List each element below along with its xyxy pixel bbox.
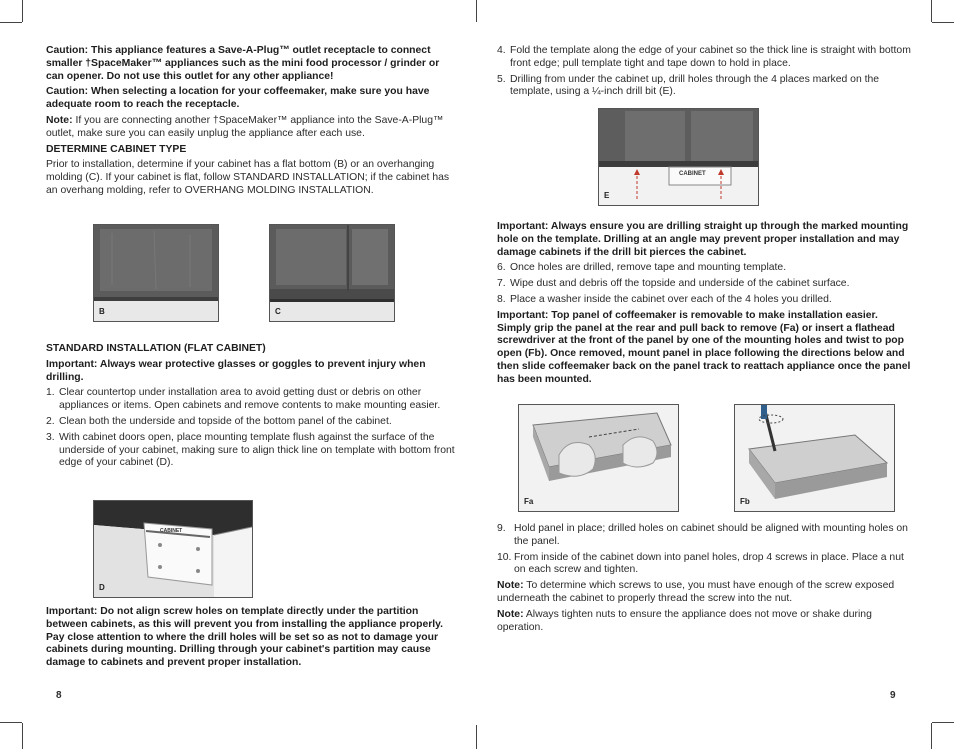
crop-mark <box>931 723 932 749</box>
step-text: Place a washer inside the cabinet over each of the 4 holes you drilled. <box>510 293 832 305</box>
step-number: 2. <box>46 415 55 427</box>
page-number-right: 9 <box>890 690 896 701</box>
caution-location: Caution: When selecting a location for your coffeemaker, make sure you have adequate room to reach the receptacle. <box>46 86 430 111</box>
mounting-steps <box>497 523 911 634</box>
step-item <box>497 262 911 275</box>
note-screws <box>497 580 911 606</box>
steps-list-right-b <box>497 262 911 306</box>
step-text: Drilling from under the cabinet up, drill holes through the 4 places marked on the template, using a ¼-inch drill bit (E). <box>510 73 880 98</box>
step-item <box>46 387 456 413</box>
step-item <box>46 416 456 429</box>
note-spacemaker <box>46 115 456 141</box>
step-number: 8. <box>497 293 506 305</box>
important-goggles: Important: Always wear protective glasses or goggles to prevent injury when drilling. <box>46 358 426 383</box>
steps-top <box>497 45 911 102</box>
step-number: 4. <box>497 45 506 56</box>
steps-list-left <box>46 387 456 470</box>
figure-e-caption: CABINET <box>679 171 706 177</box>
figure-e-label: E <box>604 191 610 201</box>
step-item <box>497 278 911 291</box>
figure-c-label: C <box>275 307 281 317</box>
note-label: Note: <box>46 114 73 126</box>
crop-mark <box>22 723 23 749</box>
step-number: 1. <box>46 387 55 399</box>
crop-mark <box>931 0 932 22</box>
note-text: To determine which screws to use, you must have enough of the screw exposed underneath the cabinet to properly thread the screw into the nut. <box>497 580 895 604</box>
note-text: If you are connecting another †SpaceMaker™ appliance into the Save-A-Plug™ outlet, make sure you can easily unplug the appliance after each use. <box>46 114 444 139</box>
figure-d-caption: CABINET <box>160 528 183 534</box>
note-label: Note: <box>497 580 524 592</box>
crop-mark <box>0 722 22 723</box>
steps-list-right-c <box>497 523 911 577</box>
page-number-left: 8 <box>56 690 62 701</box>
step-number: 5. <box>497 73 506 85</box>
important-partition: Important: Do not align screw holes on template directly under the partition between cabinets, as this will prevent you from installing the appliance properly. Pay close attention to where the drill holes will be set so as not to damage your cabinets during mounting. Drilling through your cabinet's partition may cause damage to cabinets and prevent proper installation. <box>46 606 444 669</box>
cabinet-type-text: Prior to installation, determine if your cabinet has a flat bottom (B) or an overhanging molding (C). If your cabinet is flat, follow STANDARD INSTALLATION; if the cabinet has an overhang molding, refer to OVERHANG MOLDING INSTALLATION. <box>46 159 450 196</box>
figure-d <box>93 500 253 598</box>
step-number: 9. <box>497 523 506 534</box>
standard-heading: STANDARD INSTALLATION (FLAT CABINET) <box>46 343 266 354</box>
step-item <box>497 74 911 100</box>
step-text: Hold panel in place; drilled holes on cabinet should be aligned with mounting holes on the panel. <box>514 523 908 547</box>
figure-fb-label: Fb <box>740 497 750 507</box>
crop-mark <box>0 22 22 23</box>
caution-outlet: Caution: This appliance features a Save-A-Plug™ outlet receptacle to connect smaller †SpaceMaker™ appliances such as the mini food processor / grinder or can opener. Do not use this outlet for any other appliance! <box>46 45 440 82</box>
step-number: 7. <box>497 278 506 290</box>
figure-fb <box>734 404 895 512</box>
step-item <box>497 523 911 549</box>
step-text: Wipe dust and debris off the topside and underside of the cabinet surface. <box>510 278 850 290</box>
important-partition-block <box>46 606 456 670</box>
steps-list-right-a <box>497 45 911 99</box>
crop-mark <box>932 22 954 23</box>
crop-mark <box>476 0 477 22</box>
step-text: Clear countertop under installation area to avoid getting dust or debris on other appliances or items. Open cabinets and remove contents to make mounting easier. <box>59 387 441 412</box>
crop-mark <box>22 0 23 22</box>
step-text: With cabinet doors open, place mounting template flush against the surface of the underside of your cabinet, making sure to align thick line on template with bottom front edge of your cabinet (D). <box>59 431 455 469</box>
important-drilling: Important: Always ensure you are drilling straight up through the marked mounting hole on the template. Drilling at an angle may prevent proper installation and may damage cabinets if the drill bit pierces the cabinet. <box>497 221 909 258</box>
important-top-panel: Important: Top panel of coffeemaker is removable to make installation easier. Simply grip the panel at the rear and pull back to remove (Fa) or insert a flathead screwdriver at the front of the panel by one of the mounting holes and twist to pop open (Fb). Once removed, mount panel in place following the directions below and then slide coffeemaker back on the panel track to reattach appliance once the panel has been mounted. <box>497 309 911 385</box>
step-text: Clean both the underside and topside of the bottom panel of the cabinet. <box>59 415 392 427</box>
crop-mark <box>476 725 477 749</box>
caution-block <box>46 45 456 198</box>
step-item <box>497 552 911 578</box>
figure-fa-label: Fa <box>524 497 534 507</box>
crop-mark <box>932 722 954 723</box>
step-item <box>497 45 911 71</box>
figure-c <box>269 224 395 322</box>
figure-b-label: B <box>99 307 105 317</box>
drilling-block <box>497 221 911 387</box>
note-text: Always tighten nuts to ensure the appliance does not move or shake during operation. <box>497 608 872 633</box>
step-number: 3. <box>46 431 55 443</box>
figure-d-label: D <box>99 583 105 593</box>
cabinet-type-heading: DETERMINE CABINET TYPE <box>46 143 187 155</box>
note-label: Note: <box>497 608 524 620</box>
figure-e <box>598 108 759 206</box>
step-number: 10. <box>497 551 512 563</box>
step-number: 6. <box>497 262 506 274</box>
figure-b <box>93 224 219 322</box>
figure-fa <box>518 404 679 512</box>
note-tighten <box>497 609 911 635</box>
step-text: Fold the template along the edge of your cabinet so the thick line is straight with bottom front edge; pull template tight and tape down to hold in place. <box>510 45 911 69</box>
step-item <box>46 432 456 470</box>
standard-installation <box>46 343 456 473</box>
step-text: From inside of the cabinet down into panel holes, drop 4 screws in place. Place a nut on each screw and tighten. <box>514 551 904 576</box>
step-text: Once holes are drilled, remove tape and mounting template. <box>510 262 787 274</box>
step-item <box>497 294 911 307</box>
